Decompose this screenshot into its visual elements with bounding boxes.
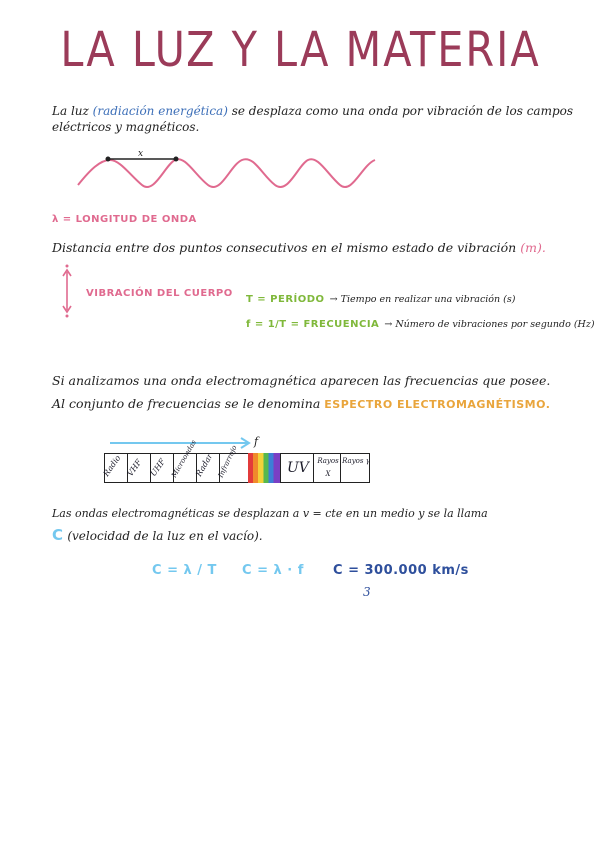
spectrum-cell-microondas [170,438,198,483]
periodo-line [246,287,515,306]
wave-label: x [138,149,144,159]
lambda-desc: Distancia entre dos puntos consecutivos en el mismo estado de vibración [52,240,517,255]
vibration-label: VIBRACIÓN DEL CUERPO [86,288,233,299]
spectrum-cell-label: UHF [148,457,168,478]
spectrum-cell-label: Microondas [170,438,198,479]
spectrum-cell-label: Rayos X [317,457,339,478]
frecuencia-key: f = 1/T = FRECUENCIA [246,319,380,330]
spectrum-cell-uhf [150,453,174,483]
lambda-title: λ = LONGITUD DE ONDA [52,214,197,225]
spectrum-cell-label: Radar [194,452,215,478]
spectrum-cell-rayos-gamma [340,453,370,483]
lambda-desc-line [52,240,546,255]
visible-light-band [248,453,280,483]
speed-line-2 [52,526,263,544]
spectrum-intro: Al conjunto de frecuencias se le denomina [52,396,321,411]
periodo-desc: → Tiempo en realizar una vibración (s) [329,294,516,305]
wavelength-point-start [106,157,111,162]
intro-line-2: eléctricos y magnéticos. [52,120,200,134]
vibration-arrow-icon [60,264,74,318]
spectrum-cell-rayos-x [313,453,341,483]
wave-diagram [70,145,390,195]
intro-rest: se desplaza como una onda por vibración de los campos [231,104,574,118]
spectrum-line-2 [52,396,550,411]
page-title: LA LUZ Y LA MATERIA [60,20,541,78]
lambda-unit: (m). [520,240,546,255]
spectrum-line-1: Si analizamos una onda electromagnética aparecen las frecuencias que posee. [52,373,551,388]
intro-la-luz: La luz [52,104,89,118]
spectrum-cell-label: Rayos γ [342,457,370,465]
speed-c: C [52,526,64,544]
formula-note: 3 [363,585,371,599]
frecuencia-line [246,312,595,331]
formula-period: C = λ / T [152,563,217,578]
spectrum-cell-label: Radio [101,453,123,478]
speed-desc: (velocidad de la luz en el vacío). [67,529,263,543]
spectrum-cell-label: UV [287,460,309,476]
formula-frequency: C = λ · f [242,563,304,578]
spectrum-cell-uv [280,453,314,483]
spectrum-cell-radio [101,453,128,483]
wavelength-point-end [174,157,179,162]
spectrum-cell-label: Infrarrojo [216,444,239,479]
frequency-arrow-label: f [254,435,259,448]
spectrum-term: ESPECTRO ELECTROMAGNÉTISMO. [324,398,551,411]
periodo-key: T = PERÍODO [246,294,325,305]
wave-line [78,159,375,187]
spectrum-cell-infrarrojo [216,444,249,483]
intro-radiacion: (radiación energética) [92,104,228,118]
spectrum-cell-vhf [127,453,151,483]
frecuencia-desc: → Número de vibraciones por segundo (Hz) [384,319,595,330]
speed-line-1: Las ondas electromagnéticas se desplazan a v = cte en un medio y se la llama [52,507,488,520]
spectrum-cell-label: VHF [125,457,144,478]
intro-line-1 [52,104,573,118]
formula-speed-value: C = 300.000 km/s [333,563,469,578]
spectrum-cell-radar [196,453,220,483]
